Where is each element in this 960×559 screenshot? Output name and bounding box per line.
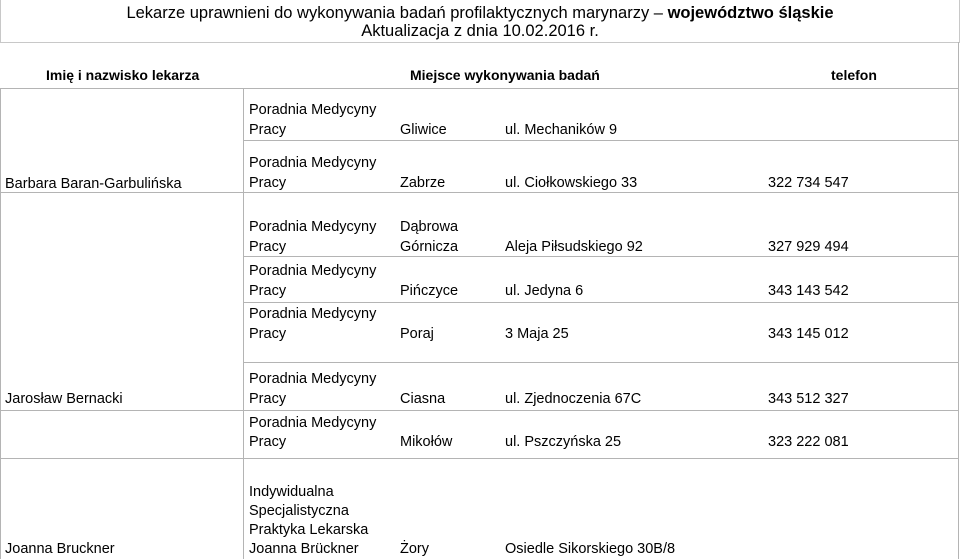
institution-name: Poradnia Medycyny <box>249 155 377 171</box>
row-border <box>243 302 959 303</box>
institution-name: Poradnia Medycyny <box>249 371 377 387</box>
document-title <box>1 4 959 23</box>
institution-name-cont: Pracy <box>249 434 287 450</box>
institution-name: Indywidualna <box>249 484 334 500</box>
institution-name-cont: Joanna Brückner <box>249 541 359 557</box>
institution-name: Poradnia Medycyny <box>249 219 377 235</box>
column-border <box>0 88 1 559</box>
address: Osiedle Sikorskiego 30B/8 <box>505 541 676 557</box>
phone: 322 734 547 <box>768 175 849 191</box>
institution-name-cont: Specjalistyczna <box>249 503 349 519</box>
institution-name-cont: Pracy <box>249 122 287 138</box>
row-border <box>0 88 959 89</box>
city: Poraj <box>400 326 434 342</box>
institution-name-cont: Pracy <box>249 326 287 342</box>
city: Ciasna <box>400 391 446 407</box>
city: Dąbrowa <box>400 219 459 235</box>
address: ul. Jedyna 6 <box>505 283 584 299</box>
institution-name: Poradnia Medycyny <box>249 102 377 118</box>
institution-name-cont: Pracy <box>249 283 287 299</box>
address: 3 Maja 25 <box>505 326 569 342</box>
row-border <box>0 458 959 459</box>
institution-name-cont: Pracy <box>249 175 287 191</box>
institution-name-cont: Pracy <box>249 239 287 255</box>
title-area <box>0 0 960 43</box>
row-border <box>243 140 959 141</box>
header-doctor: Imię i nazwisko lekarza <box>46 67 200 83</box>
institution-name-cont: Praktyka Lekarska <box>249 522 369 538</box>
address: ul. Ciołkowskiego 33 <box>505 175 638 191</box>
column-border <box>243 88 244 559</box>
header-place: Miejsce wykonywania badań <box>410 67 600 83</box>
city: Pińczyce <box>400 283 459 299</box>
title-prefix: Lekarze uprawnieni do wykonywania badań profilaktycznych marynarzy – <box>126 4 668 22</box>
row-border <box>243 362 959 363</box>
city: Żory <box>400 541 429 557</box>
institution-name: Poradnia Medycyny <box>249 263 377 279</box>
city: Zabrze <box>400 175 446 191</box>
phone: 343 145 012 <box>768 326 849 342</box>
address: ul. Pszczyńska 25 <box>505 434 622 450</box>
phone: 343 512 327 <box>768 391 849 407</box>
column-border <box>958 42 959 559</box>
phone: 323 222 081 <box>768 434 849 450</box>
doctor-name: Barbara Baran-Garbulińska <box>5 176 182 192</box>
institution-name: Poradnia Medycyny <box>249 415 377 431</box>
city: Gliwice <box>400 122 447 138</box>
address: Aleja Piłsudskiego 92 <box>505 239 643 255</box>
institution-name-cont: Pracy <box>249 391 287 407</box>
phone: 343 143 542 <box>768 283 849 299</box>
row-border <box>0 410 959 411</box>
header-phone: telefon <box>831 67 877 83</box>
title-region: województwo śląskie <box>667 4 834 22</box>
doctor-name: Jarosław Bernacki <box>5 391 123 407</box>
city: Mikołów <box>400 434 453 450</box>
institution-name: Poradnia Medycyny <box>249 306 377 322</box>
phone: 327 929 494 <box>768 239 849 255</box>
city-cont: Górnicza <box>400 239 459 255</box>
doctor-name: Joanna Bruckner <box>5 541 115 557</box>
update-date: Aktualizacja z dnia 10.02.2016 r. <box>361 22 599 40</box>
address: ul. Zjednoczenia 67C <box>505 391 642 407</box>
address: ul. Mechaników 9 <box>505 122 618 138</box>
